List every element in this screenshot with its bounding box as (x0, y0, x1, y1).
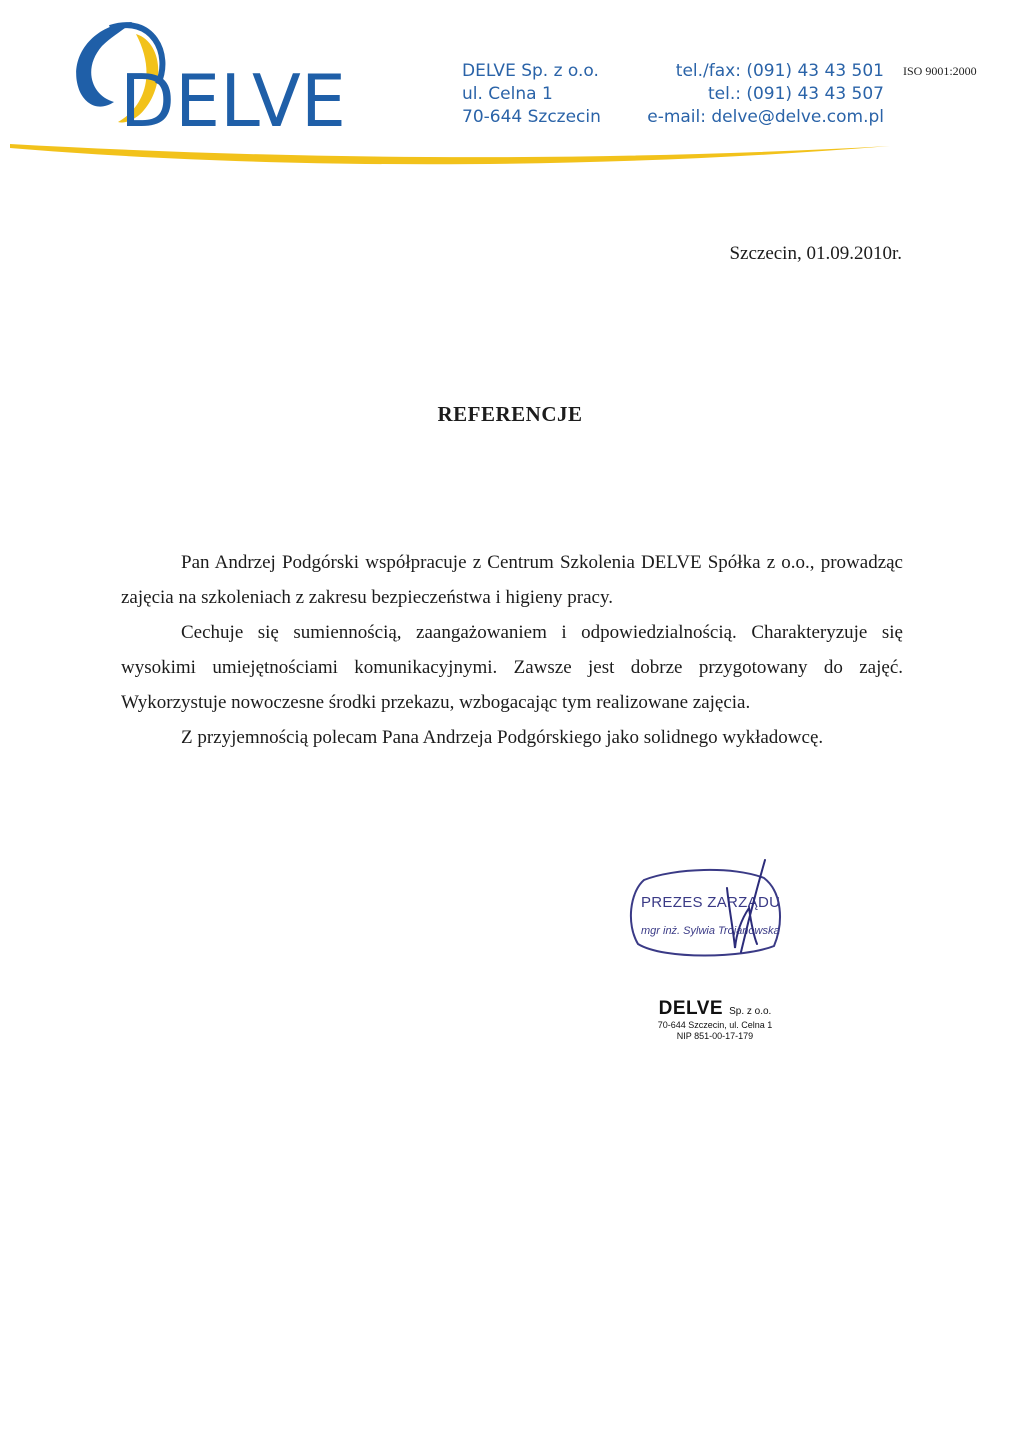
company-stamp-name: DELVE (658, 998, 724, 1019)
document-title: REFERENCJE (437, 402, 583, 426)
contact-tel: tel.: (091) 43 43 507 (707, 84, 884, 104)
paragraph-2: Cechuje się sumiennością, zaangażowaniem i odpowiedzialnością. Charakteryzuje się wysokimi umiejętnościami komunikacyjnymi. Zawsze jest dobrze przygotowany do zajęć. Wykorzystuje nowoczesne środki przekazu, wzbogacając tym realizowane zajęcia. (121, 622, 903, 713)
company-stamp-nip: NIP 851-00-17-179 (676, 1031, 754, 1041)
company-street: ul. Celna 1 (462, 84, 553, 104)
header-swoosh-divider (10, 138, 890, 174)
company-city: 70-644 Szczecin (462, 107, 601, 127)
company-stamp (630, 998, 800, 1042)
company-address (462, 60, 601, 129)
company-stamp-suffix: Sp. z o.o. (729, 1006, 772, 1017)
company-stamp-address: 70-644 Szczecin, ul. Celna 1 (657, 1020, 773, 1030)
company-name: DELVE Sp. z o.o. (462, 61, 599, 81)
svg-text:DELVE: DELVE (120, 59, 346, 136)
stamp-title: PREZES ZARZĄDU (641, 894, 781, 911)
delve-logo (62, 14, 352, 136)
iso-certification: ISO 9001:2000 (903, 64, 977, 78)
contact-telfax: tel./fax: (091) 43 43 501 (675, 61, 884, 81)
handwritten-signature (705, 858, 775, 958)
stamp-name: mgr inż. Sylwia Trojanowska (641, 925, 780, 937)
paragraph-3: Z przyjemnością polecam Pana Andrzeja Podgórskiego jako solidnego wykładowcę. (181, 727, 824, 748)
date-line: Szczecin, 01.09.2010r. (729, 243, 902, 264)
company-contact (647, 60, 884, 129)
contact-email: e-mail: delve@delve.com.pl (647, 107, 884, 127)
letter-body (121, 545, 903, 755)
paragraph-1: Pan Andrzej Podgórski współpracuje z Centrum Szkolenia DELVE Spółka z o.o., prowadząc zajęcia na szkoleniach z zakresu bezpieczeństwa i higieny pracy. (121, 552, 903, 608)
